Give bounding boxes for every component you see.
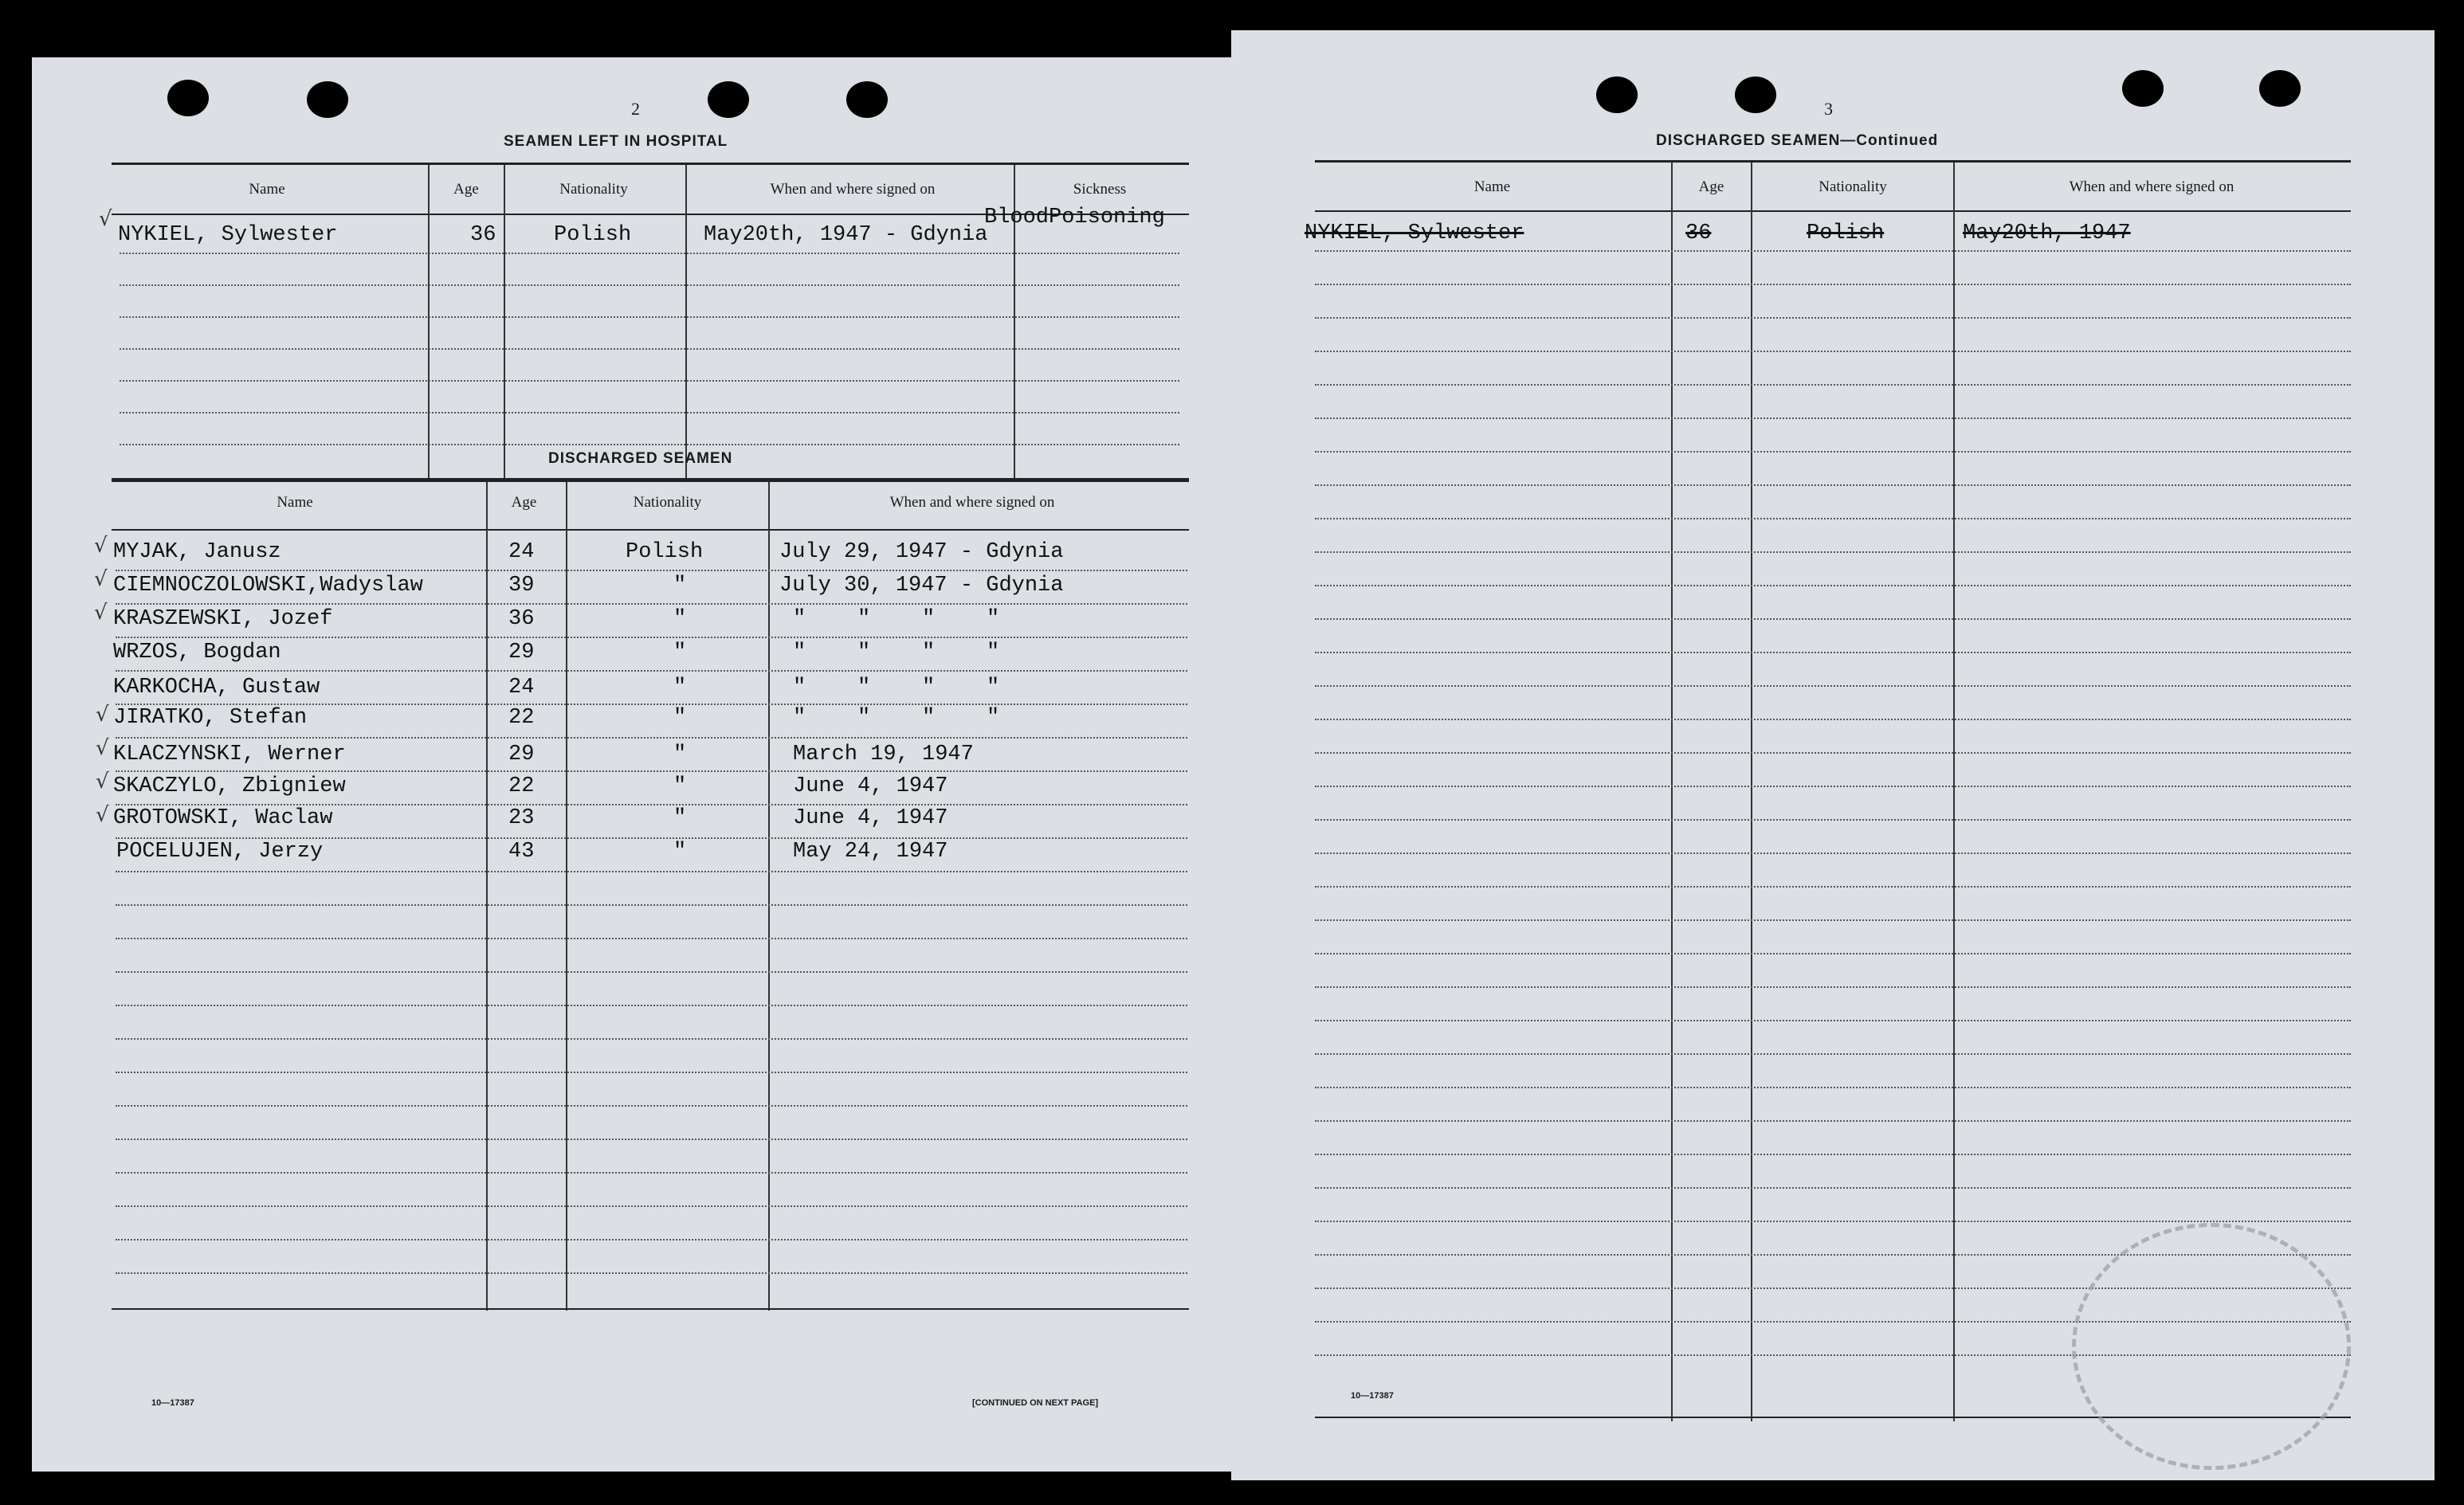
punch-hole	[1735, 76, 1776, 113]
page-number: 3	[1824, 99, 1833, 119]
col-header-name: Name	[277, 494, 313, 511]
ruled-line	[120, 412, 1179, 413]
struck-signed-on: May20th, 1947	[1963, 221, 2131, 245]
ruled-line	[116, 637, 1187, 638]
col-header-name: Name	[1473, 178, 1511, 195]
checkmark: √	[96, 803, 109, 827]
punch-hole	[307, 81, 348, 118]
table-bottom-rule	[112, 1308, 1189, 1310]
discharged-section-title: DISCHARGED SEAMEN	[548, 450, 733, 467]
ruled-line	[116, 904, 1187, 906]
ruled-line	[1315, 384, 2351, 386]
ruled-line	[120, 316, 1179, 318]
column-divider	[428, 165, 430, 480]
ruled-line	[1315, 719, 2351, 720]
struck-name: NYKIEL, Sylwester	[1305, 221, 1524, 245]
seaman-signed-on: June 4, 1947	[793, 774, 948, 798]
seaman-signed-on: May 24, 1947	[793, 840, 948, 864]
hospital-section-title: SEAMEN LEFT IN HOSPITAL	[504, 133, 728, 150]
ruled-line	[1315, 618, 2351, 620]
hospital-nationality: Polish	[554, 223, 632, 247]
ruled-line	[1315, 417, 2351, 419]
ruled-line	[120, 380, 1179, 382]
hospital-name: NYKIEL, Sylwester	[118, 223, 338, 247]
ruled-line	[116, 1005, 1187, 1006]
seaman-nationality: "	[673, 607, 687, 631]
seaman-nationality: "	[673, 676, 687, 700]
ruled-line	[116, 938, 1187, 939]
ruled-line	[1315, 886, 2351, 888]
seaman-age: 29	[508, 743, 535, 766]
punch-hole	[708, 81, 749, 118]
ruled-line	[116, 1139, 1187, 1140]
ruled-line	[116, 1239, 1187, 1240]
seaman-age: 29	[508, 641, 535, 664]
seaman-name: KRASZEWSKI, Jozef	[113, 607, 333, 631]
ruled-line	[1315, 1020, 2351, 1021]
ruled-line	[120, 284, 1179, 286]
column-divider	[504, 165, 505, 480]
page-number: 2	[631, 99, 640, 119]
column-divider	[685, 165, 687, 480]
col-header-nationality: Nationality	[559, 181, 628, 198]
seaman-age: 24	[508, 540, 535, 564]
seaman-name: JIRATKO, Stefan	[113, 706, 308, 730]
ruled-line	[116, 1038, 1187, 1040]
ruled-line	[1315, 685, 2351, 687]
col-header-sickness: Sickness	[1073, 181, 1127, 198]
column-divider	[768, 482, 770, 1311]
seaman-name: SKACZYLO, Zbigniew	[113, 774, 346, 798]
seaman-nationality: "	[673, 574, 687, 598]
seaman-signed-on: " " " "	[793, 607, 1000, 631]
ruled-line	[1315, 451, 2351, 453]
seaman-age: 24	[508, 676, 535, 700]
punch-hole	[846, 81, 888, 118]
hospital-signed-on: May20th, 1947 - Gdynia	[704, 223, 988, 247]
col-header-nationality: Nationality	[1819, 178, 1887, 195]
table-top-rule	[112, 480, 1189, 482]
ruled-line	[1315, 250, 2351, 252]
ruled-line	[1315, 1221, 2351, 1222]
seaman-name: MYJAK, Janusz	[113, 540, 281, 564]
col-header-nationality: Nationality	[633, 494, 702, 511]
header-rule	[112, 529, 1189, 531]
ruled-line	[116, 603, 1187, 605]
col-header-age: Age	[1698, 178, 1724, 195]
ruled-line	[116, 704, 1187, 705]
table-top-rule	[1315, 160, 2351, 163]
seaman-name: CIEMNOCZOLOWSKI,Wadyslaw	[113, 574, 423, 598]
table-top-rule	[112, 163, 1189, 165]
continued-note: [CONTINUED ON NEXT PAGE]	[972, 1398, 1099, 1408]
ruled-line	[1315, 518, 2351, 519]
ruled-line	[1315, 1053, 2351, 1055]
ruled-line	[116, 737, 1187, 739]
punch-hole	[2259, 70, 2301, 107]
seaman-signed-on: " " " "	[793, 676, 1000, 700]
ruled-line	[116, 670, 1187, 672]
seaman-nationality: Polish	[626, 540, 704, 564]
ruled-line	[1315, 484, 2351, 486]
seaman-age: 22	[508, 774, 535, 798]
ruled-line	[116, 837, 1187, 839]
ruled-line	[1315, 819, 2351, 821]
ruled-line	[120, 444, 1179, 445]
checkmark: √	[94, 601, 108, 625]
checkmark: √	[96, 736, 109, 760]
ruled-line	[1315, 1187, 2351, 1189]
header-rule	[1315, 210, 2351, 212]
ruled-line	[116, 804, 1187, 805]
ruled-line	[1315, 852, 2351, 854]
ruled-line	[1315, 317, 2351, 319]
ruled-line	[120, 253, 1179, 254]
ruled-line	[1315, 551, 2351, 553]
seaman-age: 36	[508, 607, 535, 631]
ruled-line	[116, 1272, 1187, 1274]
seaman-age: 22	[508, 706, 535, 730]
ruled-line	[1315, 752, 2351, 754]
checkmark: √	[94, 567, 108, 591]
ruled-line	[116, 971, 1187, 973]
ruled-line	[1315, 585, 2351, 586]
punch-hole	[2122, 70, 2164, 107]
ruled-line	[1315, 919, 2351, 921]
ruled-line	[1315, 986, 2351, 988]
ruled-line	[116, 1105, 1187, 1107]
col-header-age: Age	[511, 494, 537, 511]
col-header-age: Age	[453, 181, 479, 198]
seaman-nationality: "	[673, 706, 687, 730]
ruled-line	[1315, 1120, 2351, 1122]
hospital-sickness: BloodPoisoning	[984, 206, 1165, 229]
seaman-signed-on: March 19, 1947	[793, 743, 974, 766]
seaman-age: 23	[508, 806, 535, 830]
checkmark: √	[96, 770, 109, 794]
seaman-name: KARKOCHA, Gustaw	[113, 676, 320, 700]
ruled-line	[1315, 351, 2351, 352]
ruled-line	[116, 570, 1187, 571]
seaman-name: WRZOS, Bogdan	[113, 641, 281, 664]
ruled-line	[1315, 786, 2351, 787]
ruled-line	[1315, 652, 2351, 653]
col-header-signed-on: When and where signed on	[889, 494, 1055, 511]
seaman-name: GROTOWSKI, Waclaw	[113, 806, 333, 830]
col-header-name: Name	[249, 181, 285, 198]
discharged-continued-title: DISCHARGED SEAMEN—Continued	[1656, 132, 1939, 149]
seaman-age: 39	[508, 574, 535, 598]
seaman-name: POCELUJEN, Jerzy	[116, 840, 324, 864]
ruled-line	[116, 1072, 1187, 1073]
seaman-nationality: "	[673, 806, 687, 830]
seaman-age: 43	[508, 840, 535, 864]
form-code: 10—17387	[1351, 1391, 1394, 1401]
col-header-signed-on: When and where signed on	[770, 181, 936, 198]
seaman-nationality: "	[673, 641, 687, 664]
col-header-signed-on: When and where signed on	[2069, 178, 2234, 195]
column-divider	[566, 482, 567, 1311]
seaman-signed-on: July 29, 1947 - Gdynia	[779, 540, 1064, 564]
checkmark: √	[94, 534, 108, 558]
ruled-line	[116, 1172, 1187, 1174]
column-divider	[486, 482, 488, 1311]
punch-hole	[167, 80, 209, 116]
ruled-line	[116, 1205, 1187, 1207]
seaman-signed-on: " " " "	[793, 641, 1000, 664]
ruled-line	[116, 770, 1187, 772]
form-code: 10—17387	[151, 1398, 194, 1408]
punch-hole	[1596, 76, 1638, 113]
seaman-nationality: "	[673, 774, 687, 798]
seaman-nationality: "	[673, 743, 687, 766]
left-page	[32, 57, 1235, 1472]
ruled-line	[1315, 953, 2351, 954]
seaman-signed-on: June 4, 1947	[793, 806, 948, 830]
ruled-line	[1315, 1154, 2351, 1155]
checkmark: √	[96, 703, 109, 727]
ruled-line	[1315, 1087, 2351, 1088]
ruled-line	[120, 348, 1179, 350]
ruled-line	[116, 871, 1187, 872]
hospital-age: 36	[470, 223, 496, 247]
struck-nationality: Polish	[1807, 221, 1885, 245]
seaman-nationality: "	[673, 840, 687, 864]
ruled-line	[1315, 284, 2351, 285]
struck-age: 36	[1685, 221, 1712, 245]
seaman-name: KLACZYNSKI, Werner	[113, 743, 346, 766]
seaman-signed-on: July 30, 1947 - Gdynia	[779, 574, 1064, 598]
checkmark: √	[99, 207, 112, 231]
seaman-signed-on: " " " "	[793, 706, 1000, 730]
postmark-stamp	[2072, 1223, 2351, 1470]
